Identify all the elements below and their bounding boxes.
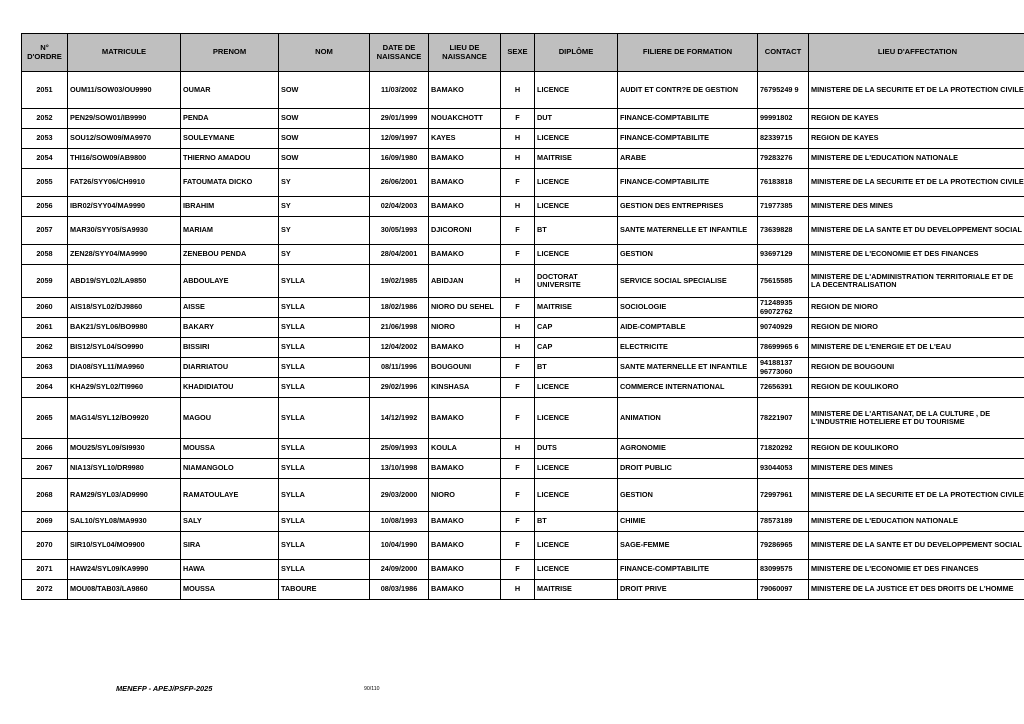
assignment-cell: MINISTERE DE LA SECURITE ET DE LA PROTECTION CIVILE [809, 169, 1024, 197]
birth-date-cell: 10/08/1993 [370, 512, 429, 532]
order-cell: 2067 [22, 459, 68, 479]
birth-place-cell: BAMAKO [429, 149, 501, 169]
birth-place-cell: KAYES [429, 129, 501, 149]
order-cell: 2052 [22, 109, 68, 129]
table-row [22, 580, 1024, 600]
sex-cell: H [501, 265, 535, 298]
diploma-cell: BT [535, 512, 618, 532]
birth-place-cell: BAMAKO [429, 245, 501, 265]
matricule-cell: MOU08/TAB03/LA9860 [68, 580, 181, 600]
matricule-cell: ABD19/SYL02/LA9850 [68, 265, 181, 298]
birth-place-cell: NIORO [429, 479, 501, 512]
birth-place-cell: KOULA [429, 439, 501, 459]
nom-cell: SYLLA [279, 560, 370, 580]
field-cell: ELECTRICITE [618, 338, 758, 358]
order-cell: 2072 [22, 580, 68, 600]
table-row [22, 318, 1024, 338]
order-cell: 2060 [22, 298, 68, 318]
field-cell: GESTION [618, 479, 758, 512]
nom-cell: SYLLA [279, 512, 370, 532]
order-cell: 2069 [22, 512, 68, 532]
prenom-cell: ABDOULAYE [181, 265, 279, 298]
matricule-cell: PEN29/SOW01/IB9990 [68, 109, 181, 129]
contact-cell: 94188137 96773060 [758, 358, 809, 378]
sex-cell: F [501, 560, 535, 580]
sex-cell: H [501, 318, 535, 338]
field-cell: GESTION DES ENTREPRISES [618, 197, 758, 217]
diploma-cell: LICENCE [535, 378, 618, 398]
table-row [22, 439, 1024, 459]
nom-cell: SY [279, 217, 370, 245]
contact-cell: 78699965 6 [758, 338, 809, 358]
birth-place-cell: KINSHASA [429, 378, 501, 398]
prenom-cell: SALY [181, 512, 279, 532]
prenom-cell: PENDA [181, 109, 279, 129]
sex-cell: F [501, 512, 535, 532]
table-row [22, 265, 1024, 298]
order-cell: 2071 [22, 560, 68, 580]
diploma-cell: BT [535, 358, 618, 378]
diploma-cell: LICENCE [535, 245, 618, 265]
matricule-cell: THI16/SOW09/AB9800 [68, 149, 181, 169]
order-cell: 2068 [22, 479, 68, 512]
sex-cell: H [501, 338, 535, 358]
nom-cell: SYLLA [279, 439, 370, 459]
matricule-cell: DIA08/SYL11/MA9960 [68, 358, 181, 378]
birth-place-cell: BOUGOUNI [429, 358, 501, 378]
sex-cell: F [501, 459, 535, 479]
field-cell: SANTE MATERNELLE ET INFANTILE [618, 358, 758, 378]
contact-cell: 71820292 [758, 439, 809, 459]
birth-place-cell: NIORO [429, 318, 501, 338]
birth-date-cell: 28/04/2001 [370, 245, 429, 265]
prenom-cell: ZENEBOU PENDA [181, 245, 279, 265]
diploma-cell: MAITRISE [535, 298, 618, 318]
order-cell: 2053 [22, 129, 68, 149]
nom-cell: SY [279, 245, 370, 265]
table-row [22, 479, 1024, 512]
sex-cell: F [501, 378, 535, 398]
header-order: N° D'ORDRE [22, 34, 68, 72]
assignment-cell: MINISTERE DE L'ADMINISTRATION TERRITORIALE ET DE LA DECENTRALISATION [809, 265, 1024, 298]
assignment-cell: MINISTERE DE L'EDUCATION NATIONALE [809, 512, 1024, 532]
prenom-cell: NIAMANGOLO [181, 459, 279, 479]
contact-cell: 79286965 [758, 532, 809, 560]
contact-cell: 99991802 [758, 109, 809, 129]
birth-place-cell: BAMAKO [429, 72, 501, 109]
matricule-cell: MAR30/SYY05/SA9930 [68, 217, 181, 245]
field-cell: FINANCE-COMPTABILITE [618, 109, 758, 129]
birth-place-cell: ABIDJAN [429, 265, 501, 298]
sex-cell: F [501, 217, 535, 245]
field-cell: AGRONOMIE [618, 439, 758, 459]
birth-place-cell: BAMAKO [429, 512, 501, 532]
matricule-cell: HAW24/SYL09/KA9990 [68, 560, 181, 580]
footer-label: MENEFP - APEJ/PSFP-2025 [116, 684, 213, 693]
field-cell: CHIMIE [618, 512, 758, 532]
table-row [22, 217, 1024, 245]
birth-place-cell: NIORO DU SEHEL [429, 298, 501, 318]
birth-date-cell: 02/04/2003 [370, 197, 429, 217]
order-cell: 2061 [22, 318, 68, 338]
order-cell: 2058 [22, 245, 68, 265]
matricule-cell: IBR02/SYY04/MA9990 [68, 197, 181, 217]
assignment-cell: REGION DE NIORO [809, 318, 1024, 338]
prenom-cell: AISSE [181, 298, 279, 318]
birth-date-cell: 29/02/1996 [370, 378, 429, 398]
contact-cell: 90740929 [758, 318, 809, 338]
order-cell: 2062 [22, 338, 68, 358]
field-cell: SERVICE SOCIAL SPECIALISE [618, 265, 758, 298]
header-contact: CONTACT [758, 34, 809, 72]
field-cell: FINANCE-COMPTABILITE [618, 169, 758, 197]
header-field: FILIERE DE FORMATION [618, 34, 758, 72]
diploma-cell: LICENCE [535, 197, 618, 217]
nom-cell: SYLLA [279, 318, 370, 338]
contact-cell: 71248935 69072762 [758, 298, 809, 318]
header-diploma: DIPLÔME [535, 34, 618, 72]
prenom-cell: FATOUMATA DICKO [181, 169, 279, 197]
field-cell: SOCIOLOGIE [618, 298, 758, 318]
contact-cell: 82339715 [758, 129, 809, 149]
diploma-cell: DUTS [535, 439, 618, 459]
prenom-cell: HAWA [181, 560, 279, 580]
matricule-cell: OUM11/SOW03/OU9990 [68, 72, 181, 109]
order-cell: 2051 [22, 72, 68, 109]
matricule-cell: BAK21/SYL06/BO9980 [68, 318, 181, 338]
field-cell: FINANCE-COMPTABILITE [618, 129, 758, 149]
matricule-cell: AIS18/SYL02/DJ9860 [68, 298, 181, 318]
birth-date-cell: 21/06/1998 [370, 318, 429, 338]
birth-date-cell: 10/04/1990 [370, 532, 429, 560]
prenom-cell: SIRA [181, 532, 279, 560]
table-row [22, 532, 1024, 560]
prenom-cell: BAKARY [181, 318, 279, 338]
diploma-cell: DUT [535, 109, 618, 129]
birth-place-cell: BAMAKO [429, 398, 501, 439]
table-row [22, 338, 1024, 358]
nom-cell: SOW [279, 149, 370, 169]
birth-place-cell: NOUAKCHOTT [429, 109, 501, 129]
nom-cell: SY [279, 169, 370, 197]
assignment-cell: MINISTERE DE L'ECONOMIE ET DES FINANCES [809, 560, 1024, 580]
prenom-cell: RAMATOULAYE [181, 479, 279, 512]
assignment-cell: REGION DE BOUGOUNI [809, 358, 1024, 378]
assignment-cell: MINISTERE DE LA SECURITE ET DE LA PROTECTION CIVILE [809, 72, 1024, 109]
diploma-cell: LICENCE [535, 72, 618, 109]
table-row [22, 560, 1024, 580]
birth-place-cell: BAMAKO [429, 197, 501, 217]
order-cell: 2057 [22, 217, 68, 245]
diploma-cell: LICENCE [535, 532, 618, 560]
prenom-cell: SOULEYMANE [181, 129, 279, 149]
birth-date-cell: 29/03/2000 [370, 479, 429, 512]
assignment-cell: REGION DE KAYES [809, 129, 1024, 149]
prenom-cell: THIERNO AMADOU [181, 149, 279, 169]
diploma-cell: LICENCE [535, 129, 618, 149]
birth-date-cell: 08/03/1986 [370, 580, 429, 600]
prenom-cell: BISSIRI [181, 338, 279, 358]
prenom-cell: MOUSSA [181, 580, 279, 600]
nom-cell: SYLLA [279, 265, 370, 298]
field-cell: AUDIT ET CONTR?E DE GESTION [618, 72, 758, 109]
diploma-cell: LICENCE [535, 560, 618, 580]
birth-date-cell: 08/11/1996 [370, 358, 429, 378]
birth-date-cell: 24/09/2000 [370, 560, 429, 580]
birth-date-cell: 12/04/2002 [370, 338, 429, 358]
nom-cell: TABOURE [279, 580, 370, 600]
table-row [22, 358, 1024, 378]
table-row [22, 459, 1024, 479]
order-cell: 2064 [22, 378, 68, 398]
assignment-cell: REGION DE NIORO [809, 298, 1024, 318]
diploma-cell: DOCTORAT UNIVERSITE [535, 265, 618, 298]
field-cell: FINANCE-COMPTABILITE [618, 560, 758, 580]
contact-cell: 73639828 [758, 217, 809, 245]
contact-cell: 71977385 [758, 197, 809, 217]
diploma-cell: LICENCE [535, 398, 618, 439]
field-cell: ANIMATION [618, 398, 758, 439]
table-row [22, 512, 1024, 532]
order-cell: 2066 [22, 439, 68, 459]
prenom-cell: OUMAR [181, 72, 279, 109]
table-row [22, 169, 1024, 197]
matricule-cell: KHA29/SYL02/TI9960 [68, 378, 181, 398]
birth-date-cell: 30/05/1993 [370, 217, 429, 245]
contact-cell: 93044053 [758, 459, 809, 479]
nom-cell: SOW [279, 129, 370, 149]
assignment-cell: MINISTERE DE LA SECURITE ET DE LA PROTECTION CIVILE [809, 479, 1024, 512]
field-cell: SAGE-FEMME [618, 532, 758, 560]
field-cell: GESTION [618, 245, 758, 265]
assignment-cell: MINISTERE DE L'ENERGIE ET DE L'EAU [809, 338, 1024, 358]
birth-date-cell: 18/02/1986 [370, 298, 429, 318]
matricule-cell: SAL10/SYL08/MA9930 [68, 512, 181, 532]
contact-cell: 83099575 [758, 560, 809, 580]
header-nom: NOM [279, 34, 370, 72]
assignment-cell: MINISTERE DE LA SANTE ET DU DEVELOPPEMENT SOCIAL [809, 217, 1024, 245]
contact-cell: 79060097 [758, 580, 809, 600]
diploma-cell: MAITRISE [535, 149, 618, 169]
nom-cell: SYLLA [279, 479, 370, 512]
birth-date-cell: 26/06/2001 [370, 169, 429, 197]
prenom-cell: MOUSSA [181, 439, 279, 459]
sex-cell: F [501, 245, 535, 265]
nom-cell: SYLLA [279, 398, 370, 439]
birth-date-cell: 12/09/1997 [370, 129, 429, 149]
sex-cell: H [501, 580, 535, 600]
field-cell: SANTE MATERNELLE ET INFANTILE [618, 217, 758, 245]
birth-place-cell: BAMAKO [429, 459, 501, 479]
nom-cell: SYLLA [279, 338, 370, 358]
table-row [22, 72, 1024, 109]
contact-cell: 75615585 [758, 265, 809, 298]
field-cell: DROIT PRIVE [618, 580, 758, 600]
field-cell: DROIT PUBLIC [618, 459, 758, 479]
prenom-cell: MARIAM [181, 217, 279, 245]
assignment-cell: REGION DE KOULIKORO [809, 439, 1024, 459]
header-birth-place: LIEU DE NAISSANCE [429, 34, 501, 72]
contact-cell: 76183818 [758, 169, 809, 197]
birth-place-cell: BAMAKO [429, 169, 501, 197]
table-row [22, 109, 1024, 129]
sex-cell: F [501, 532, 535, 560]
matricule-cell: FAT26/SYY06/CH9910 [68, 169, 181, 197]
assignment-cell: REGION DE KOULIKORO [809, 378, 1024, 398]
order-cell: 2070 [22, 532, 68, 560]
prenom-cell: KHADIDIATOU [181, 378, 279, 398]
assignment-cell: MINISTERE DE LA JUSTICE ET DES DROITS DE L'HOMME [809, 580, 1024, 600]
field-cell: COMMERCE INTERNATIONAL [618, 378, 758, 398]
diploma-cell: LICENCE [535, 479, 618, 512]
table-row [22, 378, 1024, 398]
sex-cell: F [501, 169, 535, 197]
prenom-cell: IBRAHIM [181, 197, 279, 217]
nom-cell: SY [279, 197, 370, 217]
contact-cell: 72656391 [758, 378, 809, 398]
birth-date-cell: 29/01/1999 [370, 109, 429, 129]
header-birth-date: DATE DE NAISSANCE [370, 34, 429, 72]
field-cell: AIDE-COMPTABLE [618, 318, 758, 338]
sex-cell: F [501, 298, 535, 318]
order-cell: 2055 [22, 169, 68, 197]
sex-cell: H [501, 149, 535, 169]
contact-cell: 72997961 [758, 479, 809, 512]
sex-cell: F [501, 358, 535, 378]
assignment-cell: MINISTERE DE L'EDUCATION NATIONALE [809, 149, 1024, 169]
table-row [22, 197, 1024, 217]
matricule-cell: MOU25/SYL09/SI9930 [68, 439, 181, 459]
assignment-cell: REGION DE KAYES [809, 109, 1024, 129]
birth-date-cell: 14/12/1992 [370, 398, 429, 439]
sex-cell: F [501, 479, 535, 512]
nom-cell: SOW [279, 72, 370, 109]
table-row [22, 398, 1024, 439]
diploma-cell: LICENCE [535, 459, 618, 479]
birth-place-cell: BAMAKO [429, 532, 501, 560]
prenom-cell: DIARRIATOU [181, 358, 279, 378]
page-number: 90/110 [364, 686, 380, 692]
birth-place-cell: BAMAKO [429, 560, 501, 580]
contact-cell: 76795249 9 [758, 72, 809, 109]
birth-date-cell: 25/09/1993 [370, 439, 429, 459]
diploma-cell: MAITRISE [535, 580, 618, 600]
diploma-cell: CAP [535, 318, 618, 338]
nom-cell: SYLLA [279, 532, 370, 560]
birth-place-cell: BAMAKO [429, 580, 501, 600]
matricule-cell: SIR10/SYL04/MO9900 [68, 532, 181, 560]
sex-cell: H [501, 72, 535, 109]
table-row [22, 245, 1024, 265]
sex-cell: H [501, 439, 535, 459]
birth-place-cell: DJICORONI [429, 217, 501, 245]
header-sex: SEXE [501, 34, 535, 72]
order-cell: 2059 [22, 265, 68, 298]
diploma-cell: LICENCE [535, 169, 618, 197]
assignment-table [21, 33, 1024, 600]
nom-cell: SYLLA [279, 459, 370, 479]
table-row [22, 149, 1024, 169]
order-cell: 2063 [22, 358, 68, 378]
header-row [22, 34, 1024, 72]
prenom-cell: MAGOU [181, 398, 279, 439]
assignment-cell: MINISTERE DES MINES [809, 459, 1024, 479]
matricule-cell: ZEN28/SYY04/MA9990 [68, 245, 181, 265]
sex-cell: H [501, 129, 535, 149]
header-matricule: MATRICULE [68, 34, 181, 72]
field-cell: ARABE [618, 149, 758, 169]
assignment-cell: MINISTERE DE L'ECONOMIE ET DES FINANCES [809, 245, 1024, 265]
birth-place-cell: BAMAKO [429, 338, 501, 358]
header-prenom: PRENOM [181, 34, 279, 72]
birth-date-cell: 19/02/1985 [370, 265, 429, 298]
assignment-cell: MINISTERE DE L'ARTISANAT, DE LA CULTURE , DE L'INDUSTRIE HOTELIERE ET DU TOURISME [809, 398, 1024, 439]
sex-cell: F [501, 398, 535, 439]
nom-cell: SOW [279, 109, 370, 129]
matricule-cell: BIS12/SYL04/SO9990 [68, 338, 181, 358]
contact-cell: 78573189 [758, 512, 809, 532]
table-row [22, 298, 1024, 318]
nom-cell: SYLLA [279, 298, 370, 318]
contact-cell: 79283276 [758, 149, 809, 169]
contact-cell: 93697129 [758, 245, 809, 265]
diploma-cell: CAP [535, 338, 618, 358]
diploma-cell: BT [535, 217, 618, 245]
matricule-cell: NIA13/SYL10/DR9980 [68, 459, 181, 479]
birth-date-cell: 16/09/1980 [370, 149, 429, 169]
assignment-cell: MINISTERE DES MINES [809, 197, 1024, 217]
matricule-cell: MAG14/SYL12/BO9920 [68, 398, 181, 439]
order-cell: 2054 [22, 149, 68, 169]
sex-cell: F [501, 109, 535, 129]
nom-cell: SYLLA [279, 378, 370, 398]
order-cell: 2065 [22, 398, 68, 439]
nom-cell: SYLLA [279, 358, 370, 378]
sex-cell: H [501, 197, 535, 217]
order-cell: 2056 [22, 197, 68, 217]
table-row [22, 129, 1024, 149]
header-assignment: LIEU D'AFFECTATION [809, 34, 1024, 72]
birth-date-cell: 13/10/1998 [370, 459, 429, 479]
contact-cell: 78221907 [758, 398, 809, 439]
birth-date-cell: 11/03/2002 [370, 72, 429, 109]
assignment-cell: MINISTERE DE LA SANTE ET DU DEVELOPPEMENT SOCIAL [809, 532, 1024, 560]
matricule-cell: SOU12/SOW09/MA9970 [68, 129, 181, 149]
matricule-cell: RAM29/SYL03/AD9990 [68, 479, 181, 512]
